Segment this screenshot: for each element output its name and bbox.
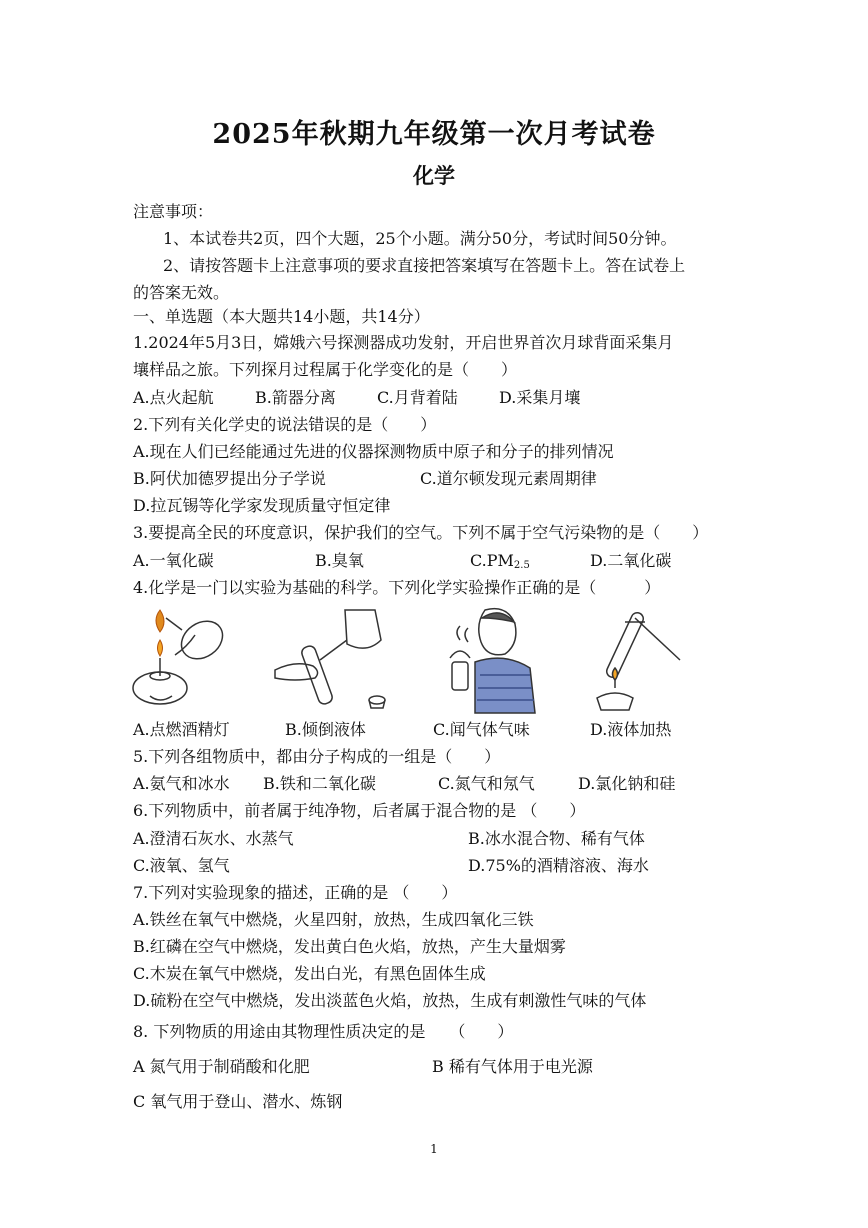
question-stem: 7.下列对实验现象的描述，正确的是 （ ） (133, 883, 458, 902)
option-d: D.拉瓦锡等化学家发现质量守恒定律 (133, 496, 391, 515)
option-c: C.液氧、氢气 (133, 856, 230, 875)
question-stem: 壤样品之旅。下列探月过程属于化学变化的是（ ） (133, 360, 518, 379)
heating-liquid-illustration (585, 600, 695, 715)
option-a: A.一氧化碳 (133, 551, 214, 570)
option-b: B.冰水混合物、稀有气体 (468, 829, 645, 848)
smelling-gas-illustration (430, 600, 540, 715)
option-c: C.月背着陆 (377, 388, 458, 407)
question-stem: 5.下列各组物质中，都由分子构成的一组是（ ） (133, 747, 501, 766)
option-a: A 氮气用于制硝酸和化肥 (133, 1057, 310, 1076)
option-b: B.红磷在空气中燃烧，发出黄白色火焰，放热，产生大量烟雾 (133, 937, 566, 956)
pouring-liquid-illustration (265, 600, 395, 715)
option-c: C 氧气用于登山、潜水、炼钢 (133, 1092, 343, 1111)
note-item: 1、本试卷共2页，四个大题，25个小题。满分50分，考试时间50分钟。 (163, 229, 677, 248)
option-b: B.箭器分离 (255, 388, 336, 407)
section-heading: 一、单选题（本大题共14小题，共14分） (133, 307, 430, 326)
option-a: A.点燃酒精灯 (133, 720, 230, 739)
option-a: A.点火起航 (133, 388, 214, 407)
option-b: B.阿伏加德罗提出分子学说 (133, 469, 326, 488)
option-c: C.木炭在氧气中燃烧，发出白光，有黑色固体生成 (133, 964, 486, 983)
question-stem: 8. 下列物质的用途由其物理性质决定的是 （ ） (133, 1022, 514, 1041)
option-a: A.澄清石灰水、水蒸气 (133, 829, 294, 848)
exam-title: 2025年秋期九年级第一次月考试卷 (212, 119, 656, 150)
option-a: A.现在人们已经能通过先进的仪器探测物质中原子和分子的排列情况 (133, 442, 614, 461)
option-b: B 稀有气体用于电光源 (432, 1057, 593, 1076)
option-c-text: C.PM (470, 551, 514, 570)
option-b: B.臭氧 (315, 551, 364, 570)
option-a: A.氨气和冰水 (133, 774, 230, 793)
option-c (470, 551, 530, 576)
option-b: B.铁和二氧化碳 (263, 774, 376, 793)
option-d: D.硫粉在空气中燃烧，发出淡蓝色火焰，放热，生成有刺激性气味的气体 (133, 991, 647, 1010)
option-c: C.氮气和氖气 (438, 774, 535, 793)
note-item: 2、请按答题卡上注意事项的要求直接把答案填写在答题卡上。答在试卷上 (163, 256, 686, 275)
page-number: 1 (430, 1142, 438, 1156)
option-c: C.道尔顿发现元素周期律 (420, 469, 597, 488)
question-stem: 1.2024年5月3日，嫦娥六号探测器成功发射，开启世界首次月球背面采集月 (133, 333, 674, 352)
option-d: D.二氧化碳 (590, 551, 672, 570)
notes-heading: 注意事项： (133, 202, 214, 221)
option-c: C.闻气体气味 (433, 720, 530, 739)
question-stem: 3.要提高全民的环度意识，保护我们的空气。下列不属于空气污染物的是（ ） (133, 523, 709, 542)
question-stem: 2.下列有关化学史的说法错误的是（ ） (133, 415, 437, 434)
option-d: D.75%的酒精溶液、海水 (468, 856, 649, 875)
option-d: D.液体加热 (590, 720, 672, 739)
note-item: 的答案无效。 (133, 283, 230, 302)
option-d: D.氯化钠和硅 (578, 774, 676, 793)
option-b: B.倾倒液体 (285, 720, 366, 739)
question-stem: 4.化学是一门以实验为基础的科学。下列化学实验操作正确的是（ ） (133, 578, 661, 597)
alcohol-lamp-lighting-illustration (130, 600, 230, 715)
subject-title: 化学 (413, 163, 455, 188)
option-c-subscript: 2.5 (513, 560, 530, 571)
option-d: D.采集月壤 (499, 388, 581, 407)
question-stem: 6.下列物质中，前者属于纯净物，后者属于混合物的是 （ ） (133, 801, 586, 820)
option-a: A.铁丝在氧气中燃烧，火星四射，放热，生成四氧化三铁 (133, 910, 534, 929)
